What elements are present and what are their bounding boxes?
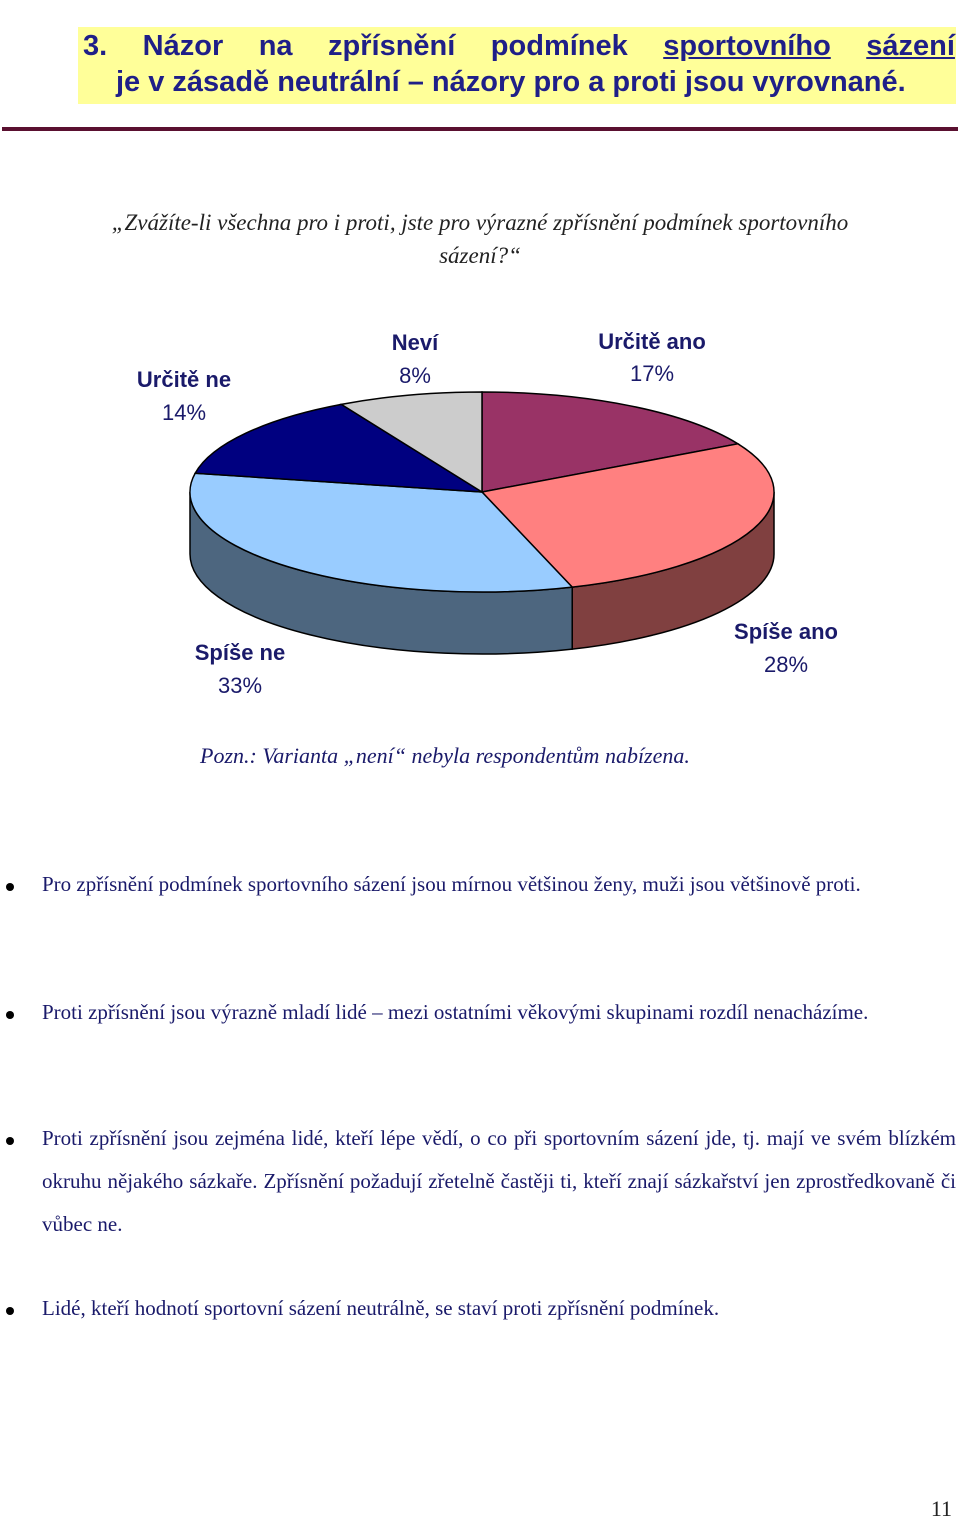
pie-chart <box>0 290 960 710</box>
bullet-dot <box>6 1011 14 1019</box>
pie-label-2: Spíše ne <box>194 640 286 665</box>
pie-value-4: 8% <box>399 363 431 388</box>
heading-word: 3. <box>83 30 108 62</box>
heading-word: na <box>258 30 293 62</box>
heading-word-underlined: sázení <box>866 30 955 62</box>
chart-note: Pozn.: Varianta „není“ nebyla respondentům nabízena. <box>200 743 690 768</box>
pie-label-1: Spíše ano <box>734 619 838 644</box>
pie-value-2: 33% <box>217 673 263 698</box>
bullet-text: Lidé, kteří hodnotí sportovní sázení neutrálně, se staví proti zpřísnění podmínek. <box>42 1296 720 1320</box>
survey-question-line-2: sázení?“ <box>439 243 521 268</box>
heading-word: Názor <box>142 30 224 62</box>
pie-value-3: 14% <box>161 400 207 425</box>
bullet-text: Pro zpřísnění podmínek sportovního sázení jsou mírnou většinou ženy, muži jsou většinově proti. <box>42 872 861 896</box>
heading-word-underlined: sportovního <box>663 30 831 62</box>
bullet-dot <box>6 1307 14 1315</box>
bullet-dot <box>6 1137 14 1145</box>
pie-label-0: Určitě ano <box>598 329 706 354</box>
pie-label-3: Určitě ne <box>136 367 232 392</box>
page-number: 11 <box>930 1496 952 1521</box>
heading-line-2: je v zásadě neutrální – názory pro a proti jsou vyrovnané. <box>116 66 906 98</box>
heading-word: podmínek <box>490 30 628 62</box>
survey-question-line-1: „Zvážíte-li všechna pro i proti, jste pro výrazné zpřísnění podmínek sportovního <box>111 210 849 235</box>
bullet-text: Proti zpřísnění jsou zejména lidé, kteří lépe vědí, o co při sportovním sázení jde, tj. mají ve svém blízkém okruhu nějakého sázkaře. Zpřísnění požadují zřetelně častěji ti, kteří znají sázkařství jen zprostředkovaně či vůbec ne. <box>42 1126 956 1236</box>
pie-tops <box>190 392 774 592</box>
bullet-dot <box>6 883 14 891</box>
heading-divider <box>2 127 958 131</box>
heading-word: zpřísnění <box>328 30 456 62</box>
pie-value-1: 28% <box>763 652 809 677</box>
bullet-text: Proti zpřísnění jsou výrazně mladí lidé – mezi ostatními věkovými skupinami rozdíl nenacházíme. <box>42 1000 869 1024</box>
pie-value-0: 17% <box>629 361 675 386</box>
pie-label-4: Neví <box>391 330 439 355</box>
heading-line-1 <box>83 30 955 63</box>
